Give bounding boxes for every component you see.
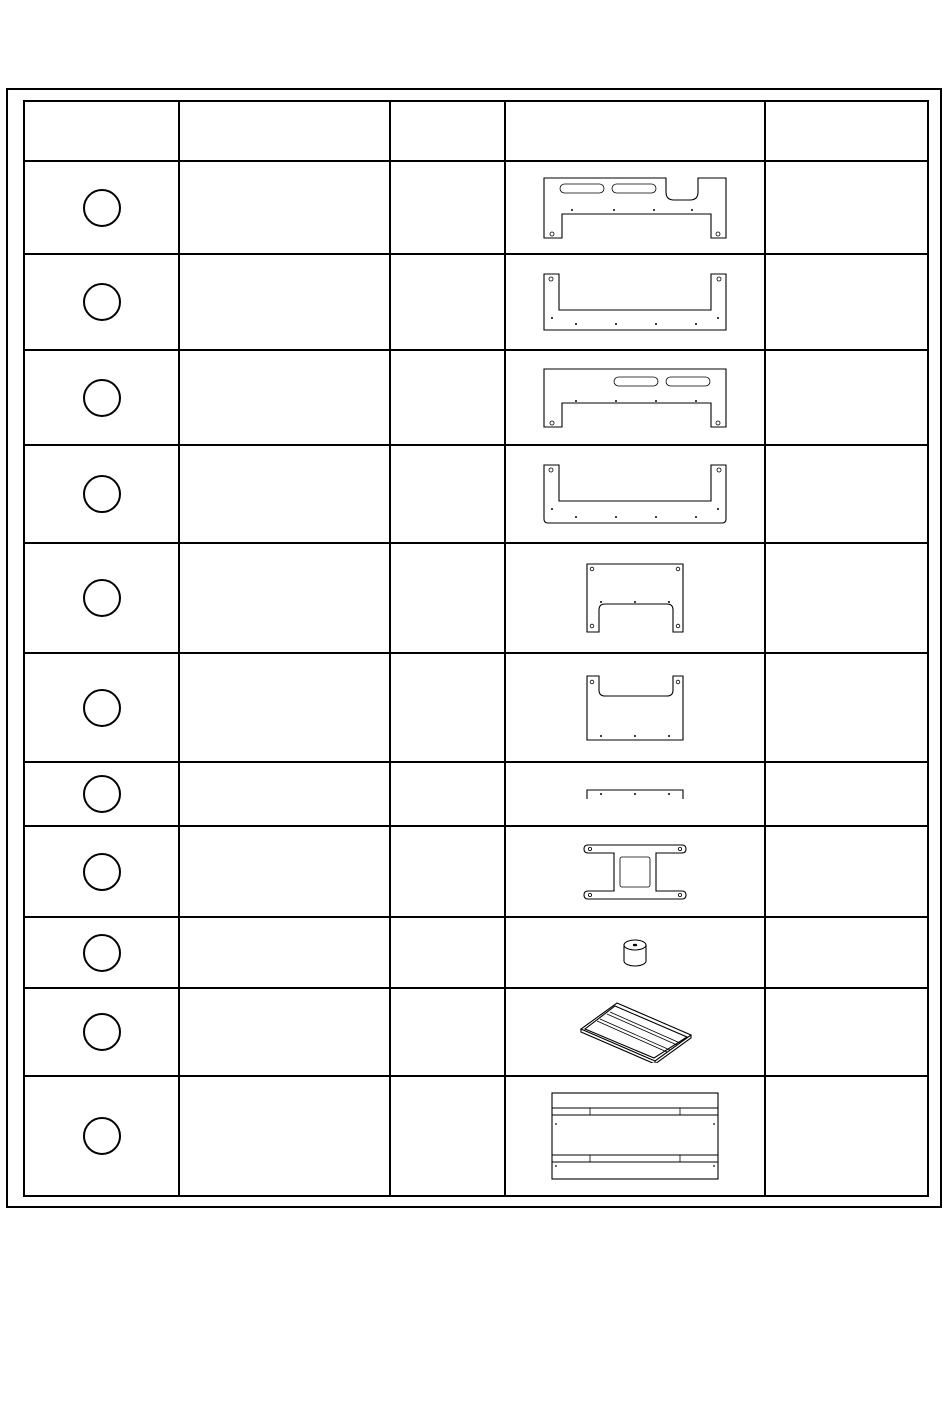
part-number-cell: [24, 762, 179, 826]
header-cell-no: [24, 101, 179, 161]
part-remark-cell: [765, 653, 928, 762]
part-number-cell: [24, 826, 179, 917]
part-illustration-cell: [505, 762, 765, 826]
part-number-cell: [24, 917, 179, 988]
part-quantity-cell: [390, 161, 505, 254]
table-row: [24, 653, 928, 762]
part-illustration-cell: [505, 653, 765, 762]
part-number-circle: [83, 1013, 121, 1051]
part-quantity-cell: [390, 1076, 505, 1196]
part-remark-cell: [765, 350, 928, 445]
header-cell-description: [179, 101, 390, 161]
slat-frame-top-view-icon: [550, 1091, 720, 1181]
part-illustration-cell: [505, 445, 765, 543]
part-illustration-cell: [505, 543, 765, 653]
part-illustration-cell: [505, 988, 765, 1076]
part-number-cell: [24, 1076, 179, 1196]
part-quantity-cell: [390, 254, 505, 350]
part-illustration-cell: [505, 254, 765, 350]
part-description-cell: [179, 543, 390, 653]
part-number-circle: [83, 283, 121, 321]
u-shaped-frame-panel-icon: [542, 272, 728, 332]
header-cell-quantity: [390, 101, 505, 161]
part-number-circle: [83, 689, 121, 727]
part-number-cell: [24, 161, 179, 254]
part-number-circle: [83, 775, 121, 813]
table-row: [24, 161, 928, 254]
part-illustration-cell: [505, 1076, 765, 1196]
part-number-circle: [83, 379, 121, 417]
table-row: [24, 826, 928, 917]
side-panel-with-slots-and-notch-icon: [542, 176, 728, 240]
part-illustration-cell: [505, 917, 765, 988]
part-description-cell: [179, 445, 390, 543]
part-description-cell: [179, 254, 390, 350]
part-number-circle: [83, 189, 121, 227]
h-shaped-bracket-icon: [582, 843, 688, 901]
part-illustration-cell: [505, 826, 765, 917]
table-row: [24, 445, 928, 543]
part-description-cell: [179, 988, 390, 1076]
part-quantity-cell: [390, 988, 505, 1076]
part-quantity-cell: [390, 653, 505, 762]
part-quantity-cell: [390, 826, 505, 917]
part-quantity-cell: [390, 543, 505, 653]
part-illustration-cell: [505, 350, 765, 445]
part-number-circle: [83, 1117, 121, 1155]
part-number-cell: [24, 254, 179, 350]
round-foot-pad-icon: [620, 937, 650, 969]
part-quantity-cell: [390, 762, 505, 826]
header-cell-illustration: [505, 101, 765, 161]
part-quantity-cell: [390, 917, 505, 988]
part-number-circle: [83, 475, 121, 513]
table-row: [24, 988, 928, 1076]
part-description-cell: [179, 161, 390, 254]
small-panel-with-cutout-top-icon: [585, 674, 685, 742]
part-description-cell: [179, 917, 390, 988]
part-number-cell: [24, 653, 179, 762]
table-row: [24, 917, 928, 988]
part-description-cell: [179, 826, 390, 917]
part-number-cell: [24, 543, 179, 653]
header-cell-remark: [765, 101, 928, 161]
table-row: [24, 1076, 928, 1196]
part-remark-cell: [765, 161, 928, 254]
part-number-cell: [24, 988, 179, 1076]
part-number-circle: [83, 853, 121, 891]
part-quantity-cell: [390, 350, 505, 445]
part-remark-cell: [765, 445, 928, 543]
part-remark-cell: [765, 988, 928, 1076]
table-row: [24, 762, 928, 826]
slatted-base-frame-icon: [577, 1001, 693, 1063]
part-description-cell: [179, 653, 390, 762]
table-row: [24, 543, 928, 653]
table-header-row: [24, 101, 928, 161]
part-number-cell: [24, 350, 179, 445]
part-remark-cell: [765, 543, 928, 653]
part-number-cell: [24, 445, 179, 543]
part-illustration-cell: [505, 161, 765, 254]
part-remark-cell: [765, 1076, 928, 1196]
part-number-circle: [83, 934, 121, 972]
part-remark-cell: [765, 254, 928, 350]
side-panel-with-slots-icon: [542, 367, 728, 429]
part-remark-cell: [765, 762, 928, 826]
part-description-cell: [179, 1076, 390, 1196]
part-quantity-cell: [390, 445, 505, 543]
u-shaped-frame-panel-icon: [542, 463, 728, 525]
small-panel-with-cutout-bottom-icon: [585, 562, 685, 634]
part-remark-cell: [765, 826, 928, 917]
part-description-cell: [179, 350, 390, 445]
part-number-circle: [83, 579, 121, 617]
part-description-cell: [179, 762, 390, 826]
parts-list-table: [23, 100, 929, 1197]
table-row: [24, 254, 928, 350]
part-remark-cell: [765, 917, 928, 988]
table-row: [24, 350, 928, 445]
narrow-strip-icon: [585, 787, 685, 801]
